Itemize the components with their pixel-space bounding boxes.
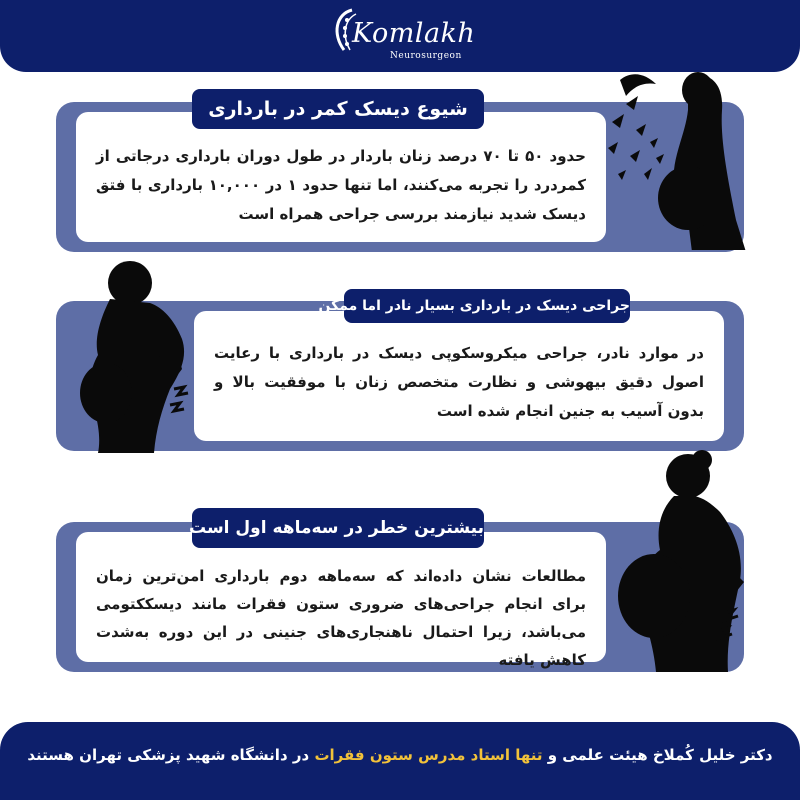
info-panel-1 [56, 98, 744, 252]
info-card-1 [76, 112, 606, 242]
info-panel-2 [56, 298, 744, 451]
info-panel-3 [56, 518, 744, 672]
brand-name: Komlakh [352, 18, 476, 49]
info-card-3-text: مطالعات نشان داده‌اند که سه‌ماهه دوم بارداری امن‌ترین زمان برای انجام جراحی‌های ضروری ستون فقرات مانند دیسککتومی می‌باشد، زیرا احتمال ناهنجاری‌های جنینی در این دوره به‌شدت کاهش یافته [96, 567, 586, 669]
back-pain-silhouette-icon [70, 259, 210, 453]
section-3-title: بیشترین خطر در سه‌ماهه اول است [192, 508, 484, 548]
brand-subtitle: Neurosurgeon [390, 51, 462, 61]
section-1-title: شیوع دیسک کمر در بارداری [192, 89, 484, 129]
footer-text-part2: در دانشگاه شهید پزشکی تهران هستند [27, 746, 310, 764]
info-card-1-text: حدود ۵۰ تا ۷۰ درصد زنان باردار در طول دوران بارداری درجاتی از کمردرد را تجربه می‌کنند، اما تنها حدود ۱ در ۱۰,۰۰۰ بارداری با فتق دیسک شدید نیازمند بررسی جراحی همراه است [96, 147, 586, 223]
footer-text-part1: دکتر خلیل کُملاخ هیئت علمی و [547, 746, 773, 764]
footer-highlight: تنها استاد مدرس ستون فقرات [314, 746, 543, 764]
info-card-2 [194, 311, 724, 441]
section-2-title: جراحی دیسک در بارداری بسیار نادر اما ممکن [344, 289, 630, 323]
footer-text [0, 746, 800, 764]
info-card-2-text: در موارد نادر، جراحی میکروسکوپی دیسک در بارداری با رعایت اصول دقیق بیهوشی و نظارت متخصص زنان با موفقیت بالا و بدون آسیب به جنین انجام شده است [214, 344, 704, 420]
pregnant-back-pain-silhouette-icon [604, 450, 744, 672]
pregnant-woman-silhouette-icon [596, 70, 746, 250]
footer-bar [0, 722, 800, 800]
info-card-3 [76, 532, 606, 669]
brand-logo[interactable] [330, 4, 480, 68]
header-bar [0, 0, 800, 72]
